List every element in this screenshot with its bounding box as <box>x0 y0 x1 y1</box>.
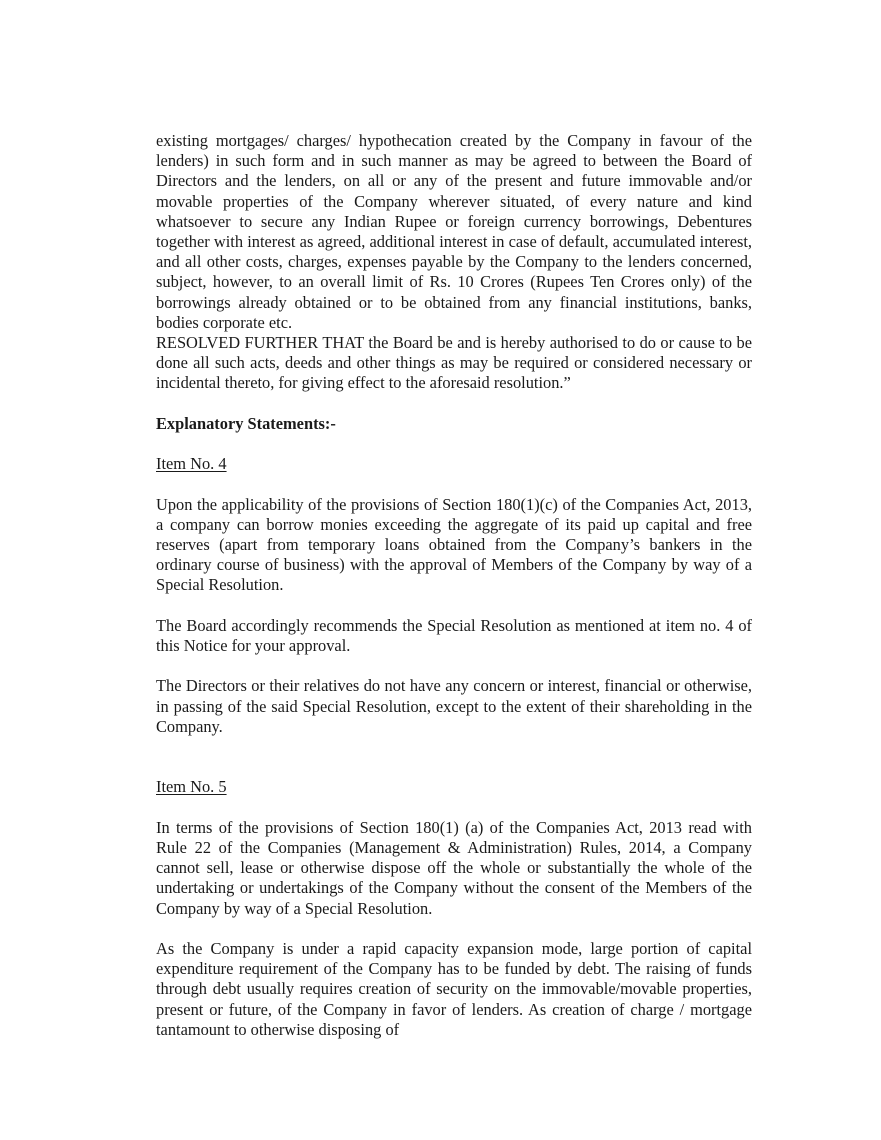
item-5-paragraph-2: As the Company is under a rapid capacity expansion mode, large portion of capital expenditure requirement of the Company has to be funded by debt. The raising of funds through debt usually requires creation of security on the immovable/movable properties, present or future, of the Company in favor of lenders. As creation of charge / mortgage tantamount to otherwise disposing of <box>156 939 752 1039</box>
spacer <box>156 474 752 494</box>
item-5-paragraph-1: In terms of the provisions of Section 180(1) (a) of the Companies Act, 2013 read with Rule 22 of the Companies (Management & Administration) Rules, 2014, a Company cannot sell, lease or otherwise dispose off the whole or substantially the whole of the undertaking or undertakings of the Company without the consent of the Members of the Company by way of a Special Resolution. <box>156 817 752 918</box>
spacer <box>156 798 752 818</box>
item-5-title: Item No. 5 <box>156 777 227 797</box>
spacer <box>156 919 752 939</box>
document-page <box>156 131 752 1040</box>
spacer <box>156 737 752 777</box>
item-4-section <box>156 454 752 737</box>
item-4-paragraph-3: The Directors or their relatives do not have any concern or interest, financial or otherwise, in passing of the said Special Resolution, except to the extent of their shareholding in the Company. <box>156 676 752 736</box>
item-5-section <box>156 777 752 1040</box>
item-4-paragraph-1: Upon the applicability of the provisions of Section 180(1)(c) of the Companies Act, 2013, a company can borrow monies exceeding the aggregate of its paid up capital and free reserves (apart from temporary loans obtained from the Company’s bankers in the ordinary course of business) with the approval of Members of the Company by way of a Special Resolution. <box>156 494 752 595</box>
spacer <box>156 596 752 616</box>
item-4-paragraph-2: The Board accordingly recommends the Special Resolution as mentioned at item no. 4 of this Notice for your approval. <box>156 615 752 656</box>
continued-resolution-paragraph: existing mortgages/ charges/ hypothecation created by the Company in favour of the lenders) in such form and in such manner as may be agreed to between the Board of Directors and the lenders, on all or any of the present and future immovable and/or movable properties of the Company wherever situated, of every nature and kind whatsoever to secure any Indian Rupee or foreign currency borrowings, Debentures together with interest as agreed, additional interest in case of default, accumulated interest, and all other costs, charges, expenses payable by the Company to the lenders concerned, subject, however, to an overall limit of Rs. 10 Crores (Rupees Ten Crores only) of the borrowings already obtained or to be obtained from any financial institutions, banks, bodies corporate etc. <box>156 131 752 332</box>
spacer <box>156 434 752 454</box>
spacer <box>156 394 752 414</box>
explanatory-statements-heading: Explanatory Statements:- <box>156 413 336 433</box>
resolved-further-paragraph: RESOLVED FURTHER THAT the Board be and is hereby authorised to do or cause to be done all such acts, deeds and other things as may be required or considered necessary or incidental thereto, for giving effect to the aforesaid resolution.” <box>156 333 752 393</box>
item-4-title: Item No. 4 <box>156 454 227 474</box>
spacer <box>156 656 752 676</box>
